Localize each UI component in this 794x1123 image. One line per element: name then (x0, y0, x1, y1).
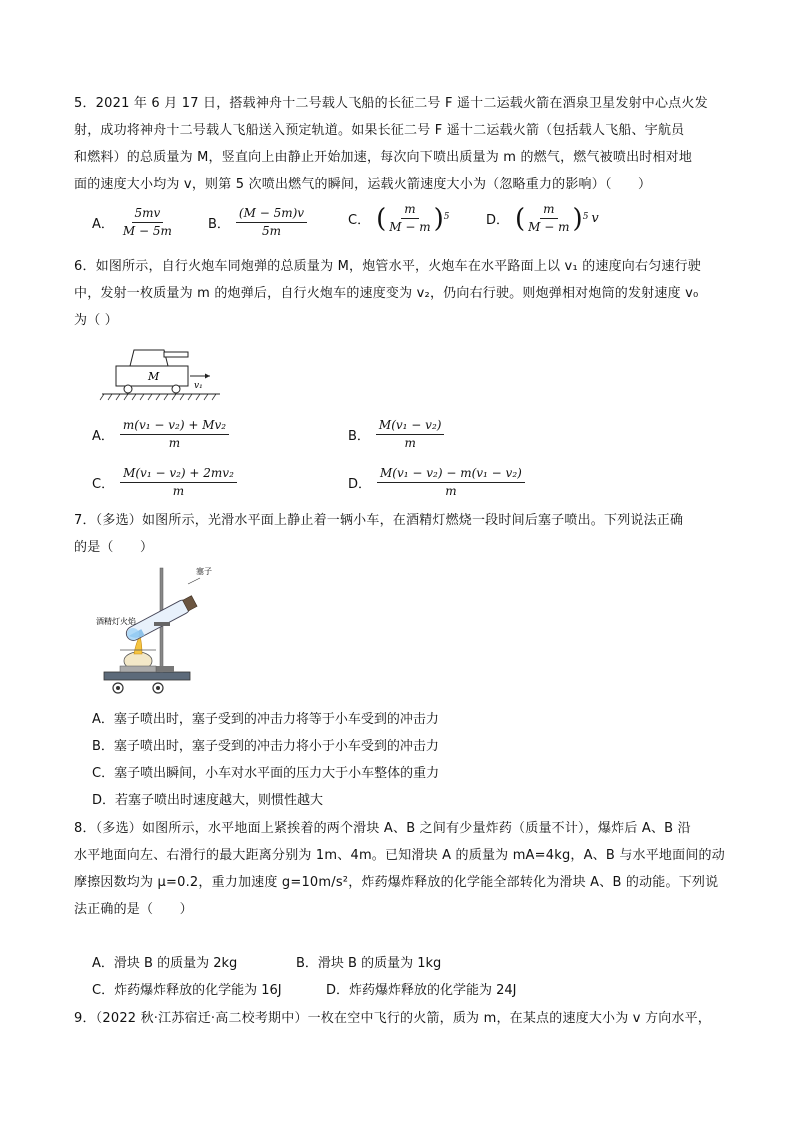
q6-line-1: 6．如图所示，自行火炮车同炮弹的总质量为 M，炮管水平，火炮车在水平路面上以 v₁ 的速度向右匀速行驶 (74, 259, 701, 274)
q6-a-fraction: $\frac{\text{m(v₁ − v₂) + Mv₂}}{m}$ (120, 418, 229, 451)
q7-option-c[interactable]: C．塞子喷出瞬间，小车对水平面的压力大于小车整体的重力 (92, 766, 440, 781)
q6-option-b[interactable]: B． $\frac{\text{M(v₁ − v₂)}}{m}$ (348, 418, 444, 451)
q5-line-4: 面的速度大小均为 v，则第 5 次喷出燃气的瞬间，运载火箭速度大小为（忽略重力的影响）（ ） (74, 177, 652, 192)
q5-option-c[interactable]: C． ( $\frac{m}{M - m}$ ) 5 (348, 202, 450, 234)
q7-option-d[interactable]: D．若塞子喷出时速度越大，则惯性越大 (92, 793, 324, 808)
q6-mass-label: M (148, 370, 160, 383)
q7-stopper-label: 塞子 (196, 567, 212, 576)
q5-option-b[interactable]: B． $\frac{(M - 5m)v}{5m}$ (208, 206, 307, 239)
q6-d-fraction: $\frac{\text{M(v₁ − v₂) − m(v₁ − v₂)}}{m}$ (377, 466, 525, 499)
q5-option-d[interactable]: D． ( $\frac{m}{M - m}$ ) 5 v (486, 202, 599, 234)
q6-option-d[interactable]: D． $\frac{\text{M(v₁ − v₂) − m(v₁ − v₂)}}{m}$ (348, 466, 525, 499)
q6-option-c[interactable]: C． $\frac{\text{M(v₁ − v₂) + 2mv₂}}{m}$ (92, 466, 237, 499)
q6-line-2: 中，发射一枚质量为 m 的炮弹后，自行火炮车的速度变为 v₂，仍向右行驶。则炮弹相对炮筒的发射速度 v₀ (74, 286, 699, 301)
q7-line-1: 7．（多选）如图所示，光滑水平面上静止着一辆小车，在酒精灯燃烧一段时间后塞子喷出。下列说法正确 (74, 513, 684, 528)
q6-cannon-figure (98, 338, 228, 408)
q6-line-3: 为（ ） (74, 313, 118, 328)
q5-b-fraction: $\frac{(M - 5m)v}{5m}$ (236, 206, 307, 239)
q6-velocity-label: v₁ (194, 381, 203, 391)
q9-line-1: 9．（2022 秋·江苏宿迁·高二校考期中）一枚在空中飞行的火箭，质为 m，在某点的速度大小为 v 方向水平， (74, 1011, 712, 1026)
q5-a-fraction: $\frac{5mv}{M - 5m}$ (122, 206, 172, 238)
q5-option-a[interactable]: A． $\frac{5mv}{M - 5m}$ (92, 206, 175, 239)
q7-apparatus-figure (96, 562, 226, 702)
q8-option-b[interactable]: B．滑块 B 的质量为 1kg (296, 956, 442, 971)
q5-d-fraction: $\frac{m}{M - m}$ (528, 202, 570, 234)
q7-line-2: 的是（ ） (74, 540, 154, 555)
q6-c-fraction: $\frac{\text{M(v₁ − v₂) + 2mv₂}}{m}$ (120, 466, 237, 499)
q8-line-2: 水平地面向左、右滑行的最大距离分别为 1m、4m。已知滑块 A 的质量为 mA=4kg，A、B 与水平地面间的动 (74, 848, 725, 863)
q5-line-1: 5．2021 年 6 月 17 日，搭载神舟十二号载人飞船的长征二号 F 遥十二运载火箭在酒泉卫星发射中心点火发 (74, 96, 708, 111)
q8-option-a[interactable]: A．滑块 B 的质量为 2kg (92, 956, 238, 971)
q5-line-3: 和燃料）的总质量为 M，竖直向上由静止开始加速，每次向下喷出质量为 m 的燃气，燃气被喷出时相对地 (74, 150, 693, 165)
q8-line-1: 8．（多选）如图所示，水平地面上紧挨着的两个滑块 A、B 之间有少量炸药（质量不计），爆炸后 A、B 沿 (74, 821, 691, 836)
q7-flame-label: 酒精灯火焰 (96, 617, 136, 626)
q8-option-d[interactable]: D．炸药爆炸释放的化学能为 24J (326, 983, 517, 998)
q7-option-b[interactable]: B．塞子喷出时，塞子受到的冲击力将小于小车受到的冲击力 (92, 739, 439, 754)
q8-option-c[interactable]: C．炸药爆炸释放的化学能为 16J (92, 983, 282, 998)
q8-line-3: 摩擦因数均为 μ=0.2，重力加速度 g=10m/s²，炸药爆炸释放的化学能全部转化为滑块 A、B 的动能。下列说 (74, 875, 719, 890)
q7-option-a[interactable]: A．塞子喷出时，塞子受到的冲击力将等于小车受到的冲击力 (92, 712, 439, 727)
q5-c-fraction: $\frac{m}{M - m}$ (389, 202, 431, 234)
q5-line-2: 射，成功将神舟十二号载人飞船送入预定轨道。如果长征二号 F 遥十二运载火箭（包括载人飞船、宇航员 (74, 123, 685, 138)
q6-option-a[interactable]: A． $\frac{\text{m(v₁ − v₂) + Mv₂}}{m}$ (92, 418, 229, 451)
q6-b-fraction: $\frac{\text{M(v₁ − v₂)}}{m}$ (376, 418, 445, 451)
q8-line-4: 法正确的是（ ） (74, 902, 193, 917)
